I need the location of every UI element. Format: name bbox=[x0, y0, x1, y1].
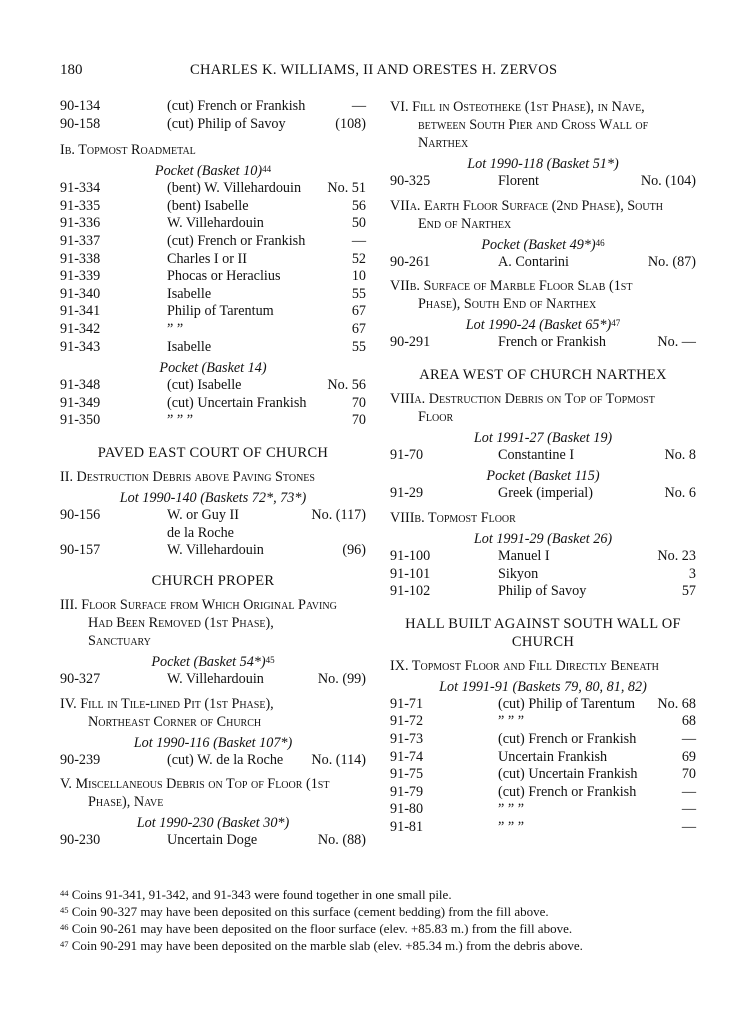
coin-list bbox=[390, 548, 696, 601]
area-heading-paved: PAVED EAST COURT OF CHURCH bbox=[97, 444, 329, 461]
lot-label: Lot 1990-230 (Basket 30*) bbox=[136, 815, 290, 832]
coin-description: W. or Guy II bbox=[167, 506, 239, 523]
coin-entry bbox=[390, 749, 696, 767]
coin-entry bbox=[60, 251, 366, 269]
coin-number: 91-350 bbox=[60, 412, 101, 429]
footnote-47: $^{47}$ Coin 90-291 may have been deposited on the marble slab (elev. +85.34 m.) from the debris above. bbox=[60, 938, 583, 953]
coin-number: 91-338 bbox=[60, 250, 101, 267]
coin-entry bbox=[390, 548, 696, 566]
catalogue-number: — bbox=[681, 730, 696, 747]
coin-entry bbox=[390, 819, 696, 837]
coin-description: (bent) W. Villehardouin bbox=[167, 180, 302, 197]
coin-entry bbox=[60, 377, 366, 395]
catalogue-number: No. (88) bbox=[317, 832, 366, 849]
coin-entry bbox=[390, 447, 696, 465]
coin-number: 91-342 bbox=[60, 320, 101, 337]
coin-number: 90-325 bbox=[390, 173, 431, 189]
coin-entry bbox=[390, 713, 696, 731]
catalogue-number: No. (87) bbox=[647, 253, 696, 270]
coin-number: 90-157 bbox=[60, 541, 101, 558]
coin-description: Phocas or Heraclius bbox=[167, 268, 281, 285]
catalogue-number: 70 bbox=[681, 766, 696, 783]
coin-number: 90-158 bbox=[60, 115, 101, 132]
coin-description: Sikyon bbox=[498, 565, 539, 582]
lot-label: Lot 1991-29 (Basket 26) bbox=[473, 530, 613, 547]
catalogue-number: — bbox=[681, 783, 696, 800]
coin-entry bbox=[390, 485, 696, 503]
coin-number: 90-230 bbox=[60, 832, 101, 849]
coin-entry bbox=[60, 198, 366, 216]
coin-number: 91-70 bbox=[390, 446, 424, 463]
catalogue-number: 56 bbox=[351, 197, 366, 214]
coin-number: 90-156 bbox=[60, 506, 101, 523]
coin-description: (cut) Philip of Tarentum bbox=[498, 695, 636, 712]
catalogue-number: No. 51 bbox=[327, 180, 366, 197]
footnote-44: $^{44}$ Coins 91-341, 91-342, and 91-343 were found together in one small pile. bbox=[60, 887, 452, 902]
catalogue-number: 55 bbox=[351, 285, 366, 302]
coin-description: ” ” ” bbox=[498, 818, 524, 835]
catalogue-number: No. (99) bbox=[317, 671, 366, 688]
catalogue-number: 67 bbox=[351, 320, 366, 337]
catalogue-number: No. 6 bbox=[664, 485, 696, 502]
coin-description: ” ” bbox=[167, 320, 184, 337]
coin-description: Charles I or II bbox=[167, 250, 247, 267]
catalogue-number: — bbox=[681, 801, 696, 818]
coin-description: (bent) Isabelle bbox=[167, 197, 249, 214]
entry-continuation: de la Roche bbox=[167, 524, 234, 541]
coin-number: 90-327 bbox=[60, 671, 101, 688]
coin-list bbox=[60, 98, 366, 133]
running-head-authors: CHARLES K. WILLIAMS, II AND ORESTES H. ZERVOS bbox=[190, 62, 558, 78]
coin-entry bbox=[60, 507, 366, 525]
catalogue-number: 67 bbox=[351, 303, 366, 320]
catalogue-number: (108) bbox=[335, 115, 366, 132]
coin-number: 90-261 bbox=[390, 253, 431, 270]
page-header bbox=[60, 62, 700, 82]
coin-entry bbox=[60, 180, 366, 198]
coin-number: 91-336 bbox=[60, 215, 101, 232]
coin-number: 91-339 bbox=[60, 268, 101, 285]
section-title-iv: IV. Fill in Tile-lined Pit (1st Phase), Northeast Corner of Church bbox=[60, 695, 274, 730]
catalogue-number: — bbox=[681, 818, 696, 835]
catalogue-number: No. 68 bbox=[657, 695, 696, 712]
coin-entry bbox=[390, 334, 696, 352]
section-title-vi: VI. Fill in Osteotheke (1st Phase), in Nave, between South Pier and Cross Wall of Narthex bbox=[390, 99, 649, 151]
coin-list bbox=[60, 180, 366, 356]
coin-list bbox=[390, 447, 696, 465]
footnote-45: $^{45}$ Coin 90-327 may have been deposited on this surface (cement bedding) from the fill above. bbox=[60, 904, 549, 919]
section-title-viib: VIIb. Surface of Marble Floor Slab (1st Phase), South End of Narthex bbox=[390, 278, 633, 313]
coin-description: Florent bbox=[498, 173, 539, 189]
left-column bbox=[60, 98, 366, 850]
coin-description: (cut) Isabelle bbox=[167, 377, 242, 394]
coin-description: Uncertain Frankish bbox=[498, 748, 608, 765]
coin-number: 91-102 bbox=[390, 583, 431, 600]
catalogue-number: 69 bbox=[681, 748, 696, 765]
catalogue-number: — bbox=[351, 98, 366, 114]
coin-number: 91-72 bbox=[390, 713, 424, 730]
coin-list bbox=[60, 507, 366, 525]
coin-description: Isabelle bbox=[167, 338, 212, 355]
coin-description: Manuel I bbox=[498, 547, 550, 564]
section-title-iii: III. Floor Surface from Which Original Paving Had Been Removed (1st Phase), Sanctuary bbox=[60, 597, 337, 650]
catalogue-number: 57 bbox=[681, 583, 696, 600]
coin-description: Philip of Savoy bbox=[498, 583, 587, 600]
coin-description: (cut) W. de la Roche bbox=[167, 751, 284, 768]
coin-number: 91-80 bbox=[390, 801, 424, 818]
coin-description: W. Villehardouin bbox=[167, 215, 264, 232]
section-title-viiib: VIIIb. Topmost Floor bbox=[390, 509, 516, 526]
catalogue-number: No. 56 bbox=[327, 377, 366, 394]
area-heading-church: CHURCH PROPER bbox=[151, 573, 275, 590]
catalogue-number: 50 bbox=[351, 215, 366, 232]
catalogue-number: 68 bbox=[681, 713, 696, 730]
lot-label: Pocket (Basket 49*)$^{46}$ bbox=[481, 236, 605, 253]
coin-entry bbox=[60, 671, 366, 689]
catalogue-number: 3 bbox=[688, 565, 696, 582]
coin-number: 91-337 bbox=[60, 232, 101, 249]
coin-entry bbox=[60, 542, 366, 560]
coin-entry bbox=[60, 412, 366, 430]
lot-label: Lot 1990-24 (Basket 65*)$^{47}$ bbox=[465, 317, 621, 334]
section-title-viia: VIIa. Earth Floor Surface (2nd Phase), South End of Narthex bbox=[390, 197, 663, 232]
coin-description: (cut) French or Frankish bbox=[167, 232, 306, 249]
lot-label: Lot 1991-91 (Baskets 79, 80, 81, 82) bbox=[439, 678, 647, 695]
lot-label: Pocket (Basket 10)$^{44}$ bbox=[154, 163, 272, 180]
coin-description: (cut) French or Frankish bbox=[498, 783, 637, 800]
coin-number: 91-73 bbox=[390, 730, 424, 747]
coin-number: 90-134 bbox=[60, 98, 101, 114]
coin-entry bbox=[390, 784, 696, 802]
coin-entry bbox=[60, 832, 366, 850]
coin-description: ” ” ” bbox=[167, 412, 193, 429]
catalogue-number: (96) bbox=[342, 541, 366, 558]
catalogue-number: No. (117) bbox=[311, 506, 366, 523]
coin-number: 91-335 bbox=[60, 197, 101, 214]
catalogue-number: — bbox=[351, 232, 366, 249]
coin-description: (cut) Philip of Savoy bbox=[167, 115, 286, 132]
coin-description: Constantine I bbox=[498, 446, 575, 463]
catalogue-number: 10 bbox=[351, 268, 366, 285]
footnotes bbox=[60, 886, 700, 954]
coin-number: 91-349 bbox=[60, 394, 101, 411]
coin-list bbox=[390, 334, 696, 352]
coin-number: 91-29 bbox=[390, 485, 424, 502]
coin-entry bbox=[390, 801, 696, 819]
coin-entry bbox=[390, 696, 696, 714]
coin-number: 91-74 bbox=[390, 748, 424, 765]
coin-description: W. Villehardouin bbox=[167, 671, 264, 688]
section-title-ib: Ib. Topmost Roadmetal bbox=[60, 142, 196, 159]
lot-label: Lot 1990-140 (Baskets 72*, 73*) bbox=[119, 489, 307, 506]
coin-number: 91-340 bbox=[60, 285, 101, 302]
area-heading-west: AREA WEST OF CHURCH NARTHEX bbox=[419, 366, 667, 383]
area-heading-hall: HALL BUILT AGAINST SOUTH WALL OF CHURCH bbox=[405, 615, 681, 650]
coin-description: ” ” ” bbox=[498, 713, 524, 730]
coin-number: 91-348 bbox=[60, 377, 101, 394]
catalogue-number: No. 8 bbox=[664, 446, 696, 463]
coin-entry bbox=[60, 268, 366, 286]
lot-label: Lot 1991-27 (Basket 19) bbox=[473, 429, 613, 446]
catalogue-number: No. — bbox=[657, 334, 696, 351]
coin-description: (cut) French or Frankish bbox=[167, 98, 306, 114]
coin-entry bbox=[390, 254, 696, 272]
catalogue-number: No. (104) bbox=[640, 173, 696, 189]
coin-entry bbox=[60, 303, 366, 321]
coin-entry bbox=[60, 752, 366, 770]
coin-list bbox=[390, 173, 696, 191]
page-number: 180 bbox=[60, 62, 83, 78]
coin-list bbox=[60, 542, 366, 560]
coin-entry bbox=[60, 286, 366, 304]
coin-description: (cut) Uncertain Frankish bbox=[498, 766, 638, 783]
coin-entry bbox=[390, 731, 696, 749]
coin-list bbox=[60, 671, 366, 689]
section-title-viiia: VIIIa. Destruction Debris on Top of Topmost Floor bbox=[390, 390, 655, 425]
coin-number: 90-239 bbox=[60, 751, 101, 768]
lot-label: Lot 1990-116 (Basket 107*) bbox=[133, 734, 293, 751]
coin-entry bbox=[60, 98, 366, 116]
coin-entry bbox=[60, 233, 366, 251]
footnote-46: $^{46}$ Coin 90-261 may have been deposited on the floor surface (elev. +85.83 m.) from the fill above. bbox=[60, 921, 573, 936]
catalogue-number: 55 bbox=[351, 338, 366, 355]
right-column bbox=[390, 98, 696, 837]
coin-number: 91-334 bbox=[60, 180, 101, 197]
coin-description: Philip of Tarentum bbox=[167, 303, 274, 320]
section-title-v: V. Miscellaneous Debris on Top of Floor (1st Phase), Nave bbox=[60, 776, 330, 811]
coin-entry bbox=[60, 339, 366, 357]
catalogue-number: No. (114) bbox=[311, 751, 366, 768]
lot-label: Pocket (Basket 14) bbox=[159, 360, 267, 377]
coin-entry bbox=[390, 766, 696, 784]
coin-description: French or Frankish bbox=[498, 334, 606, 351]
coin-list bbox=[390, 254, 696, 272]
coin-number: 91-341 bbox=[60, 303, 101, 320]
coin-number: 91-343 bbox=[60, 338, 101, 355]
coin-list bbox=[60, 832, 366, 850]
coin-description: Isabelle bbox=[167, 285, 212, 302]
coin-description: (cut) French or Frankish bbox=[498, 730, 637, 747]
catalogue-number: 70 bbox=[351, 412, 366, 429]
section-title-ii: II. Destruction Debris above Paving Stones bbox=[60, 468, 315, 485]
coin-entry bbox=[60, 395, 366, 413]
coin-number: 91-100 bbox=[390, 547, 431, 564]
section-title-ix: IX. Topmost Floor and Fill Directly Beneath bbox=[390, 657, 659, 674]
coin-entry bbox=[390, 566, 696, 584]
coin-list bbox=[390, 485, 696, 503]
coin-list bbox=[60, 377, 366, 430]
coin-description: A. Contarini bbox=[498, 253, 569, 270]
coin-list bbox=[390, 696, 696, 837]
coin-number: 91-79 bbox=[390, 783, 424, 800]
coin-entry bbox=[60, 215, 366, 233]
lot-label: Pocket (Basket 54*)$^{45}$ bbox=[151, 654, 275, 671]
catalogue-number: 70 bbox=[351, 394, 366, 411]
coin-entry bbox=[60, 116, 366, 134]
coin-number: 91-101 bbox=[390, 565, 431, 582]
catalogue-number: No. 23 bbox=[657, 547, 696, 564]
coin-description: ” ” ” bbox=[498, 801, 524, 818]
coin-description: W. Villehardouin bbox=[167, 541, 264, 558]
coin-entry bbox=[60, 321, 366, 339]
coin-number: 91-75 bbox=[390, 766, 424, 783]
coin-description: Uncertain Doge bbox=[167, 832, 258, 849]
coin-number: 91-71 bbox=[390, 695, 424, 712]
catalogue-number: 52 bbox=[351, 250, 366, 267]
coin-number: 90-291 bbox=[390, 334, 431, 351]
lot-label: Pocket (Basket 115) bbox=[486, 468, 600, 485]
coin-description: (cut) Uncertain Frankish bbox=[167, 394, 307, 411]
coin-entry bbox=[390, 583, 696, 601]
coin-number: 91-81 bbox=[390, 818, 424, 835]
coin-list bbox=[60, 752, 366, 770]
coin-entry bbox=[390, 173, 696, 191]
coin-description: Greek (imperial) bbox=[498, 485, 593, 502]
lot-label: Lot 1990-118 (Basket 51*) bbox=[467, 156, 619, 172]
